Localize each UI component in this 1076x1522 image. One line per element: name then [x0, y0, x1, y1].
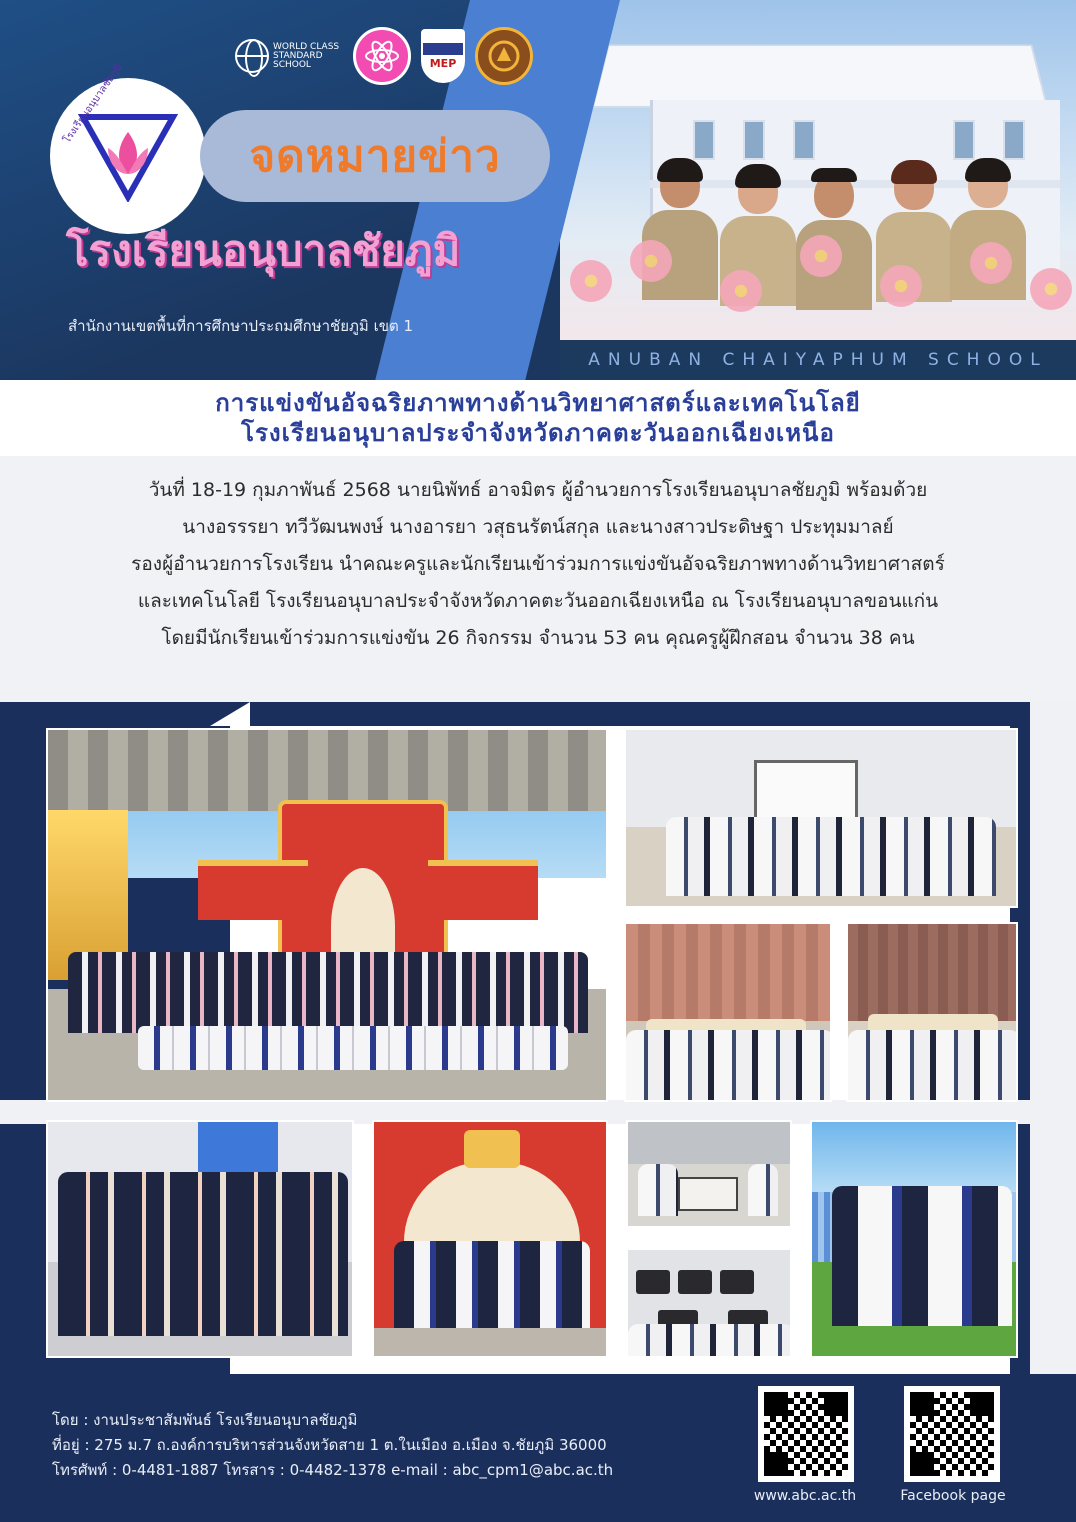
newsletter-label-pill: [200, 110, 550, 202]
hall-robotics-photo: [626, 1120, 792, 1228]
footer-by: โดย : งานประชาสัมพันธ์ โรงเรียนอนุบาลชัยภูมิ: [52, 1411, 358, 1429]
badge-row: [235, 24, 533, 88]
students-activity-photo: [624, 922, 832, 1102]
logo-text: โรงเรียนอนุบาลชัยภูมิ: [61, 62, 125, 146]
school-logo: [50, 62, 206, 234]
footer-address: ที่อยู่ : 275 ม.7 ถ.องค์การบริหารส่วนจังหวัดสาย 1 ต.ในเมือง อ.เมือง จ.ชัยภูมิ 36000: [52, 1436, 607, 1454]
headline: [0, 388, 1076, 448]
footer: [0, 1374, 1076, 1522]
globe-icon: [235, 39, 269, 73]
body-line: รองผู้อำนวยการโรงเรียน นำคณะครูและนักเรียนเข้าร่วมการแข่งขันอัจฉริยภาพทางด้านวิทยาศาสตร์: [131, 553, 945, 575]
photo-gallery: [0, 702, 1076, 1374]
header-staff-photo: [560, 0, 1076, 340]
headline-line-1: การแข่งขันอัจฉริยภาพทางด้านวิทยาศาสตร์และเทคโนโลยี: [215, 388, 861, 417]
computer-lab-photo: [626, 1248, 792, 1358]
body-line: โดยมีนักเรียนเข้าร่วมการแข่งขัน 26 กิจกรรม จำนวน 53 คน คุณครูผู้ฝึกสอน จำนวน 38 คน: [161, 627, 915, 649]
flower-decoration: [570, 230, 1070, 310]
mep-badge: MEP: [421, 29, 465, 83]
lotus-triangle-icon: [78, 112, 178, 202]
footer-phone: โทรศัพท์ : 0-4481-1887 โทรสาร : 0-4482-1378 e-mail : abc_cpm1@abc.ac.th: [52, 1461, 614, 1479]
body-line: และเทคโนโลยี โรงเรียนอนุบาลประจำจังหวัดภาคตะวันออกเฉียงเหนือ ณ โรงเรียนอนุบาลขอนแก่น: [137, 590, 939, 612]
headline-line-2: โรงเรียนอนุบาลประจำจังหวัดภาคตะวันออกเฉียงเหนือ: [241, 418, 835, 447]
body-line: วันที่ 18-19 กุมภาพันธ์ 2568 นายนิพัทธ์ อาจมิตร ผู้อำนวยการโรงเรียนอนุบาลชัยภูมิ พร้อมด้วย: [148, 479, 928, 501]
newsletter-label: จดหมายข่าว: [249, 131, 501, 182]
footer-contact: [52, 1408, 613, 1483]
group-photo-gate: [46, 728, 608, 1102]
outdoor-students-photo: [810, 1120, 1018, 1358]
school-english-name: ANUBAN CHAIYAPHUM SCHOOL: [560, 340, 1076, 380]
article-body: [30, 472, 1046, 657]
body-line: นางอรรรยา ทวีวัฒนพงษ์ นางอารยา วสุธนรัตน์สกุล และนางสาวประดิษฐา ประทุมมาลย์: [182, 516, 894, 538]
website-qr-code[interactable]: [758, 1386, 854, 1482]
website-caption[interactable]: www.abc.ac.th: [753, 1488, 857, 1504]
newsletter-header: [0, 0, 1076, 380]
education-office: สำนักงานเขตพื้นที่การศึกษาประถมศึกษาชัยภูมิ เขต 1: [68, 317, 414, 335]
gate-students-photo: [372, 1120, 608, 1358]
obec-seal-icon: [475, 27, 533, 85]
school-name-title: โรงเรียนอนุบาลชัยภูมิ: [66, 226, 461, 275]
facebook-caption[interactable]: Facebook page: [900, 1488, 1006, 1504]
staff-group-photo: [46, 1120, 354, 1358]
facebook-qr-code[interactable]: [904, 1386, 1000, 1482]
pi-atom-badge: [353, 27, 411, 85]
students-table-photo: [846, 922, 1018, 1102]
world-class-badge: WORLD CLASS STANDARD SCHOOL: [235, 39, 343, 73]
atom-icon: [362, 36, 402, 76]
classroom-photo: [624, 728, 1018, 908]
